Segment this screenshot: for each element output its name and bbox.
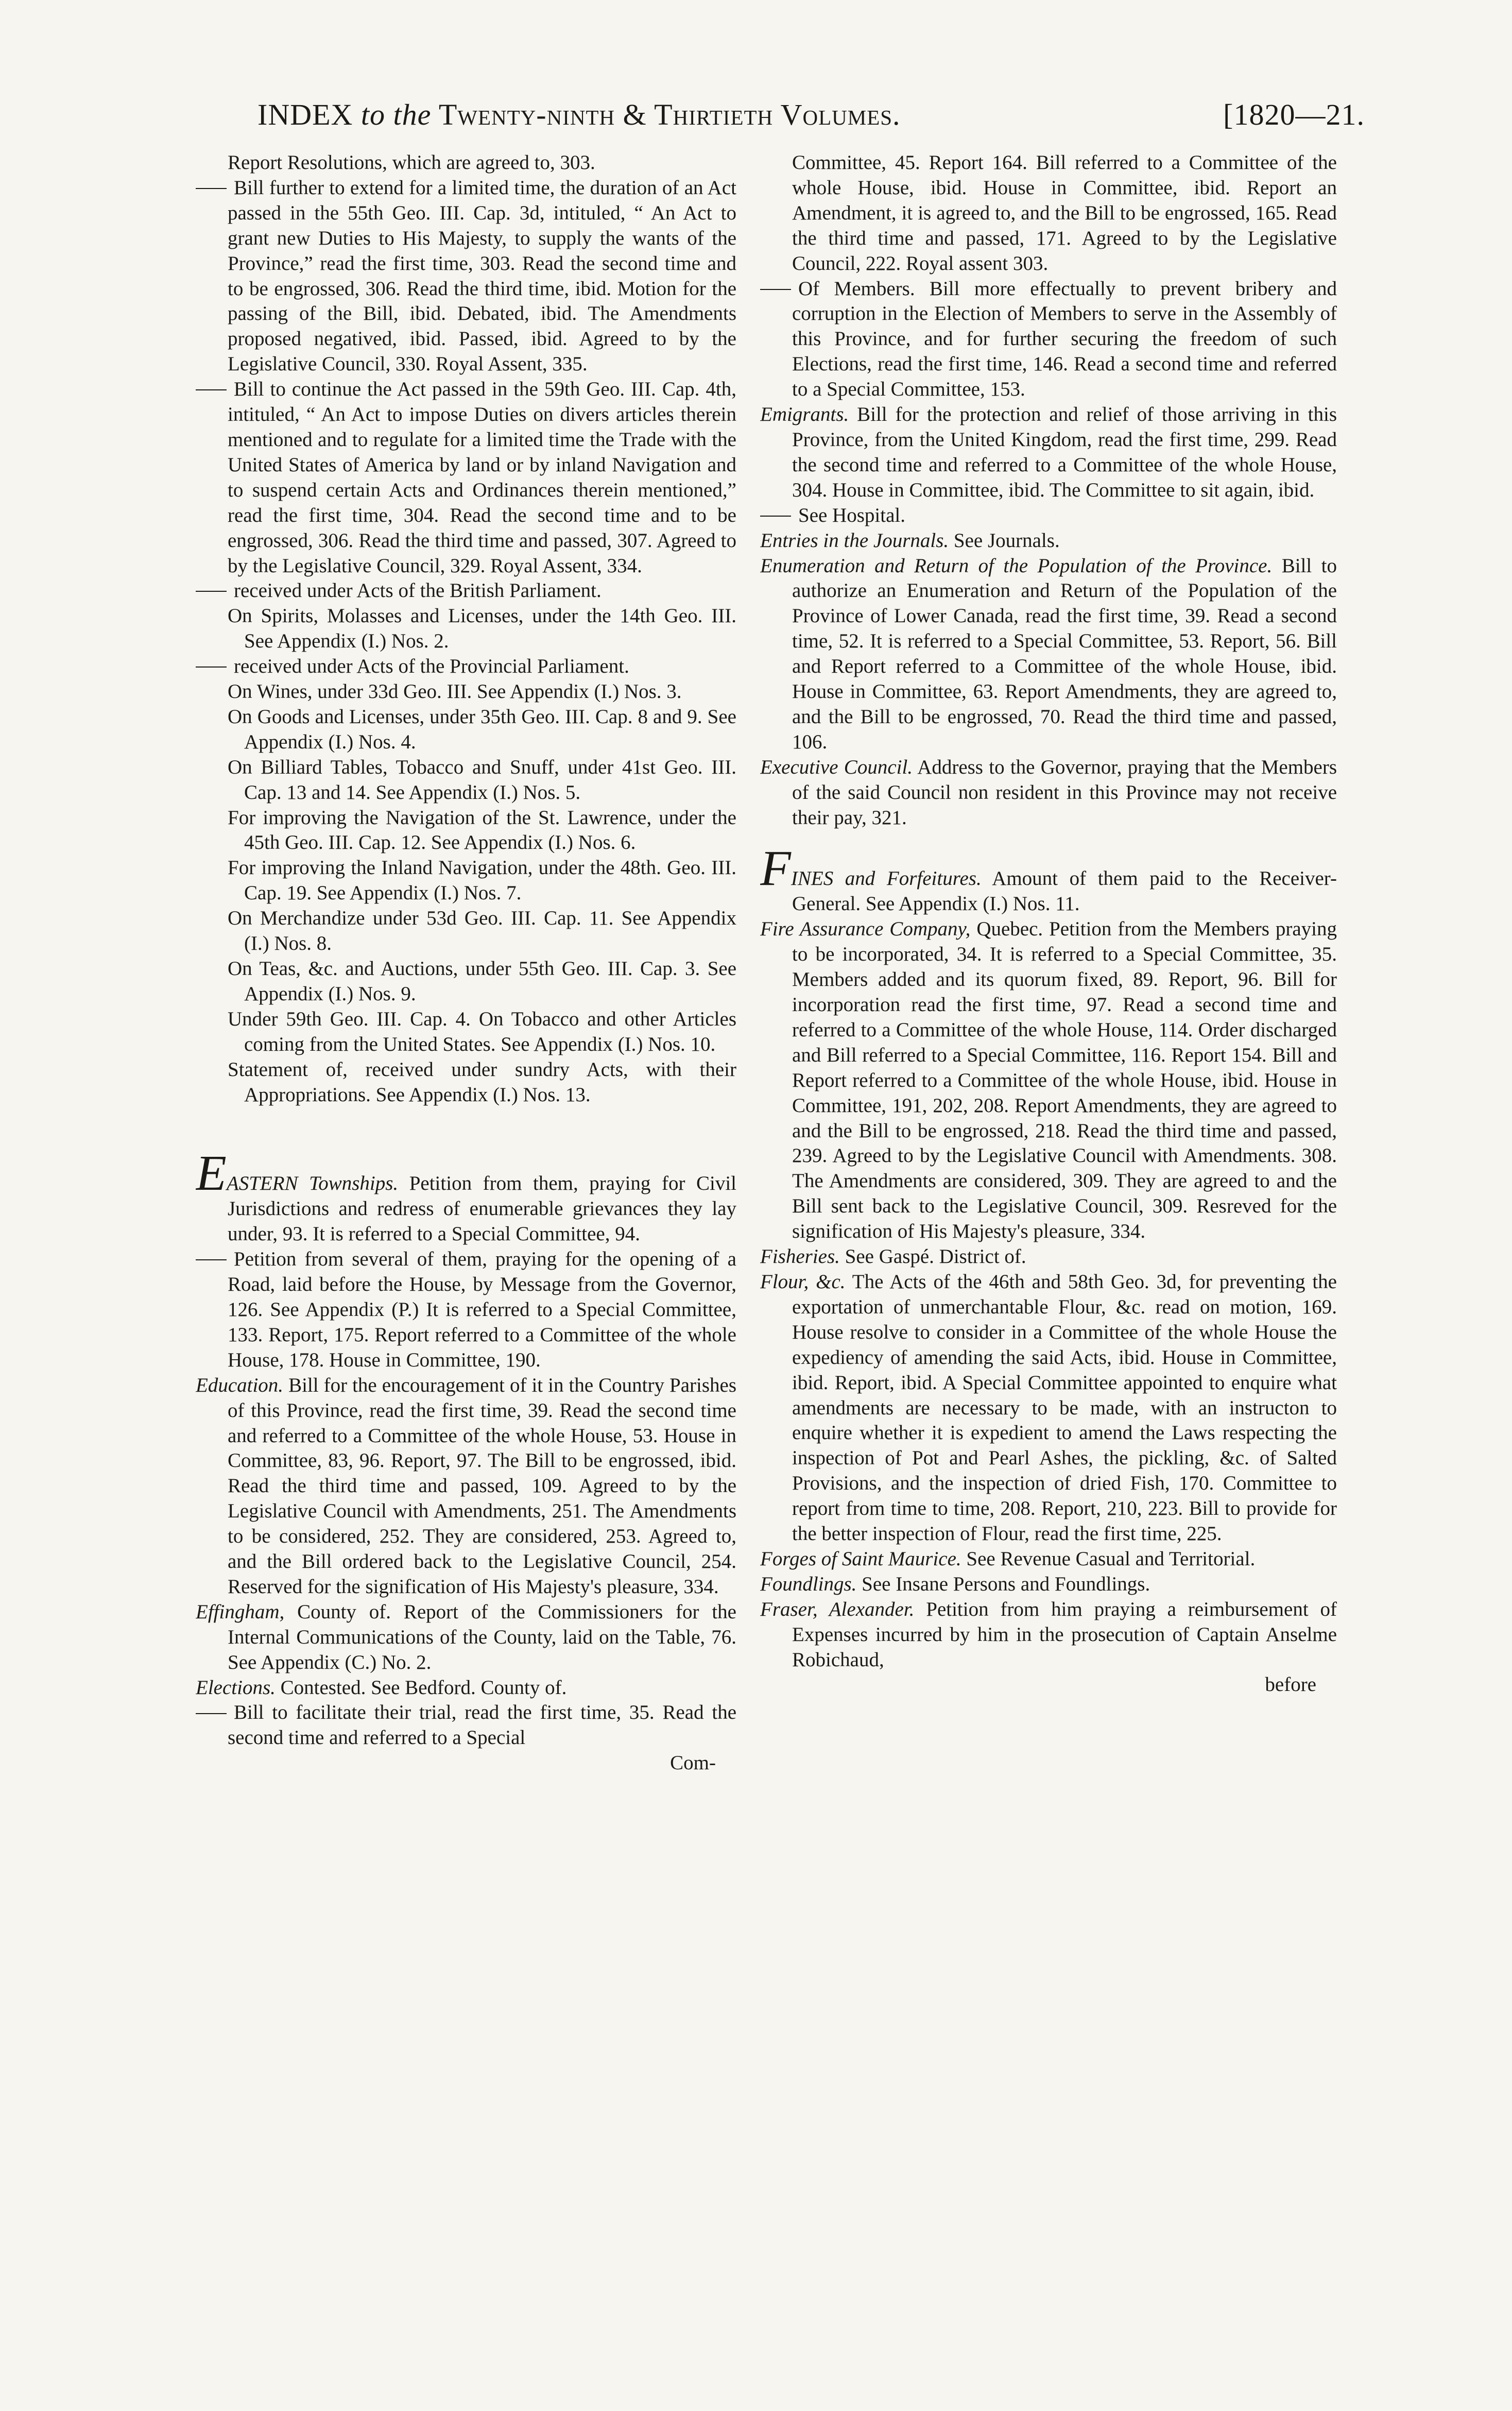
entry-text: Statement of, received under sundry Acts, with their Appropriations. See Appendix (I.) Nos. 13. — [228, 1058, 736, 1106]
entry-text: Bill for the protection and relief of those arriving in this Province, from the United Kingdom, read the first time, 299. Read the second time and referred to a Committee of the whole House, 304. House in Committee, ibid. The Committee to sit again, ibid. — [792, 403, 1337, 501]
index-entry — [196, 578, 736, 604]
entry-heading: Executive Council. — [760, 756, 913, 778]
index-entry — [760, 1270, 1337, 1547]
index-entry — [196, 906, 736, 956]
index-entry — [760, 917, 1337, 1244]
index-entry — [760, 841, 1337, 917]
entry-heading: Elections. — [196, 1676, 276, 1699]
index-entry — [760, 554, 1337, 755]
index-entry — [760, 1597, 1337, 1673]
entry-text: On Teas, &c. and Auctions, under 55th Geo. III. Cap. 3. See Appendix (I.) Nos. 9. — [228, 957, 736, 1005]
index-entry — [196, 705, 736, 755]
entry-heading: Fire Assurance Company, — [760, 918, 971, 941]
entry-text: The Acts of the 46th and 58th Geo. 3d, for preventing the exportation of unmerchantable Flour, &c. read on motion, 169. House resolve to consider in a Committee of the whole House the expediency of amending the said Acts, ibid. House in Committee, ibid. Report, ibid. A Special Committee appointed to enquire what amendments are necessary to be made, with an instructon to enquire whether it is expedient to amend the Laws respecting the inspection of Pot and Pearl Ashes, the pickling, &c. of Salted Provisions, and the inspection of dried Fish, 170. Committee to report from time to time, 208. Report, 210, 223. Bill to provide for the better inspection of Flour, read the first time, 225. — [792, 1270, 1337, 1545]
entry-text: Report Resolutions, which are agreed to, 303. — [228, 151, 595, 174]
index-entry — [760, 277, 1337, 403]
entry-text: Com- — [670, 1752, 716, 1774]
header-years: [1820—21. — [1223, 98, 1365, 131]
entry-heading: Entries in the Journals. — [760, 529, 949, 552]
index-entry — [760, 755, 1337, 831]
entry-text: Petition from several of them, praying for the opening of a Road, laid before the House, by Message from the Governor, 126. See Appendix (P.) It is referred to a Special Committee, 133. Report, 175. Report referred to a Committee of the whole House, 178. House in Committee, 190. — [228, 1248, 736, 1371]
index-entry — [196, 956, 736, 1007]
index-entry — [196, 755, 736, 806]
index-entry — [760, 503, 1337, 528]
section-gap — [196, 1107, 736, 1158]
header-title — [257, 92, 901, 138]
index-entry — [196, 1675, 736, 1701]
index-entry — [196, 806, 736, 856]
entry-text: Amount of them paid to the Receiver-General. See Appendix (I.) Nos. 11. — [792, 867, 1337, 915]
entry-text: Bill to authorize an Enumeration and Return of the Population of the Province of Lower Canada, read the first time, 39. Read a second time, 52. It is referred to a Special Committee, 53. Report, 56. Bill and Report referred to a Committee of the whole House, ibid. House in Committee, 63. Report Amendments, they are agreed to, and the Bill to be engrossed, 70. Read the third time and passed, 106. — [792, 554, 1337, 753]
index-entry — [760, 1244, 1337, 1270]
entry-text: Of Members. Bill more effectually to prevent bribery and corruption in the Election of Members to serve in the Assembly of this Province, and for further securing the freedom of such Elections, read the first time, 146. Read a second time and referred to a Special Committee, 153. — [792, 277, 1337, 401]
entry-heading: Enumeration and Return of the Population of the Province. — [760, 554, 1273, 577]
entry-text: See Revenue Casual and Territorial. — [961, 1547, 1256, 1570]
index-entry — [196, 1700, 736, 1751]
entry-heading: Fraser, Alexander. — [760, 1598, 915, 1620]
entry-heading: Fisheries. — [760, 1245, 840, 1268]
ditto-rule — [196, 666, 227, 668]
entry-heading: Foundlings. — [760, 1572, 857, 1595]
ditto-rule — [196, 1713, 227, 1714]
index-column-right — [760, 150, 1337, 2381]
initial-letter: E — [196, 1145, 227, 1202]
entry-text: On Spirits, Molasses and Licenses, under the 14th Geo. III. See Appendix (I.) Nos. 2. — [228, 605, 736, 653]
entry-heading: Effingham, — [196, 1600, 285, 1623]
entry-text: Bill to facilitate their trial, read the first time, 35. Read the second time and referred to a Special — [228, 1701, 736, 1749]
entry-text: received under Acts of the Provincial Parliament. — [234, 655, 629, 678]
entry-text: Bill to continue the Act passed in the 59th Geo. III. Cap. 4th, intituled, “ An Act to impose Duties on divers articles therein mentioned and to regulate for a limited time the Trade with the United States of America by land or by inland Navigation and to suspend certain Acts and Ordinances therein mentioned,” read the first time, 304. Read the second time and to be engrossed, 306. Read the third time and passed, 307. Agreed to by the Legislative Council, 329. Royal Assent, 334. — [228, 378, 736, 577]
section-gap — [760, 830, 1337, 853]
index-entry — [196, 1600, 736, 1675]
header-title-to-the: to the — [360, 98, 432, 131]
entry-text: On Goods and Licenses, under 35th Geo. III. Cap. 8 and 9. See Appendix (I.) Nos. 4. — [228, 705, 736, 753]
header-title-volumes: Twenty-ninth & Thirtieth Volumes. — [431, 98, 901, 131]
entry-text: On Wines, under 33d Geo. III. See Appendix (I.) Nos. 3. — [228, 680, 682, 703]
index-entry — [760, 1547, 1337, 1572]
index-entry — [760, 1572, 1337, 1597]
ditto-rule — [196, 591, 227, 592]
entry-text: Under 59th Geo. III. Cap. 4. On Tobacco and other Articles coming from the United States. See Appendix (I.) Nos. 10. — [228, 1007, 736, 1055]
ditto-rule — [196, 1259, 227, 1260]
entry-text: See Journals. — [949, 529, 1060, 552]
entry-text: Petition from him praying a reimbursement of Expenses incurred by him in the prosecution of Captain Anselme Robichaud, — [792, 1598, 1337, 1671]
entry-text: Bill for the encouragement of it in the Country Parishes of this Province, read the first time, 39. Read the second time and referred to a Committee of the whole House, 53. House in Committee, 83, 96. Report, 97. The Bill to be engrossed, ibid. Read the third time and passed, 109. Agreed to by the Legislative Council with Amendments, 251. The Amendments to be considered, 252. They are considered, 253. Agreed to, and the Bill ordered back to the Legislative Council, 254. Reserved for the signification of His Majesty's pleasure, 334. — [228, 1374, 736, 1598]
entry-heading: Emigrants. — [760, 403, 849, 426]
entry-text: Committee, 45. Report 164. Bill referred to a Committee of the whole House, ibid. House in Committee, ibid. Report an Amendment, it is agreed to, and the Bill to be engrossed, 165. Read the third time and passed, 171. Agreed to by the Legislative Council, 222. Royal assent 303. — [792, 151, 1337, 275]
entry-text: On Billiard Tables, Tobacco and Snuff, under 41st Geo. III. Cap. 13 and 14. See Appendix (I.) Nos. 5. — [228, 756, 736, 803]
initial-letter: F — [760, 841, 791, 897]
entry-text: Petition from them, praying for Civil Jurisdictions and redress of enumerable grievances they lay under, 93. It is referred to a Special Committee, 94. — [228, 1172, 736, 1245]
index-entry — [196, 1247, 736, 1373]
index-entry — [196, 176, 736, 377]
ditto-rule — [760, 516, 791, 517]
entry-heading: Forges of Saint Maurice. — [760, 1547, 961, 1570]
index-entry — [196, 377, 736, 578]
running-header — [257, 92, 1365, 138]
entry-text: See Gaspé. District of. — [839, 1245, 1026, 1268]
index-entry — [760, 402, 1337, 503]
index-column-left — [196, 150, 736, 2381]
entry-heading: Education. — [196, 1374, 284, 1396]
entry-text: On Merchandize under 53d Geo. III. Cap. 11. See Appendix (I.) Nos. 8. — [228, 907, 736, 955]
catchword — [760, 1672, 1337, 1698]
entry-heading: ASTERN Townships. — [226, 1172, 399, 1195]
index-entry — [196, 1373, 736, 1600]
index-entry — [196, 1007, 736, 1057]
ditto-rule — [760, 289, 791, 290]
entry-text: County of. Report of the Commissioners for the Internal Communications of the County, laid on the Table, 76. See Appendix (C.) No. 2. — [228, 1600, 736, 1673]
entry-text: Contested. See Bedford. County of. — [275, 1676, 567, 1699]
entry-text: For improving the Navigation of the St. Lawrence, under the 45th Geo. III. Cap. 12. See Appendix (I.) Nos. 6. — [228, 806, 736, 854]
entry-text: before — [1265, 1673, 1316, 1696]
entry-text: received under Acts of the British Parliament. — [234, 579, 602, 602]
entry-heading: Flour, &c. — [760, 1270, 846, 1293]
catchword — [196, 1751, 736, 1776]
index-entry — [196, 604, 736, 654]
index-entry — [196, 856, 736, 906]
entry-text: Bill further to extend for a limited time, the duration of an Act passed in the 55th Geo. III. Cap. 3d, intituled, “ An Act to grant new Duties to His Majesty, to supply the wants of the Province,” read the first time, 303. Read the second time and to be engrossed, 306. Read the third time, ibid. Motion for the passing of the Bill, ibid. Debated, ibid. The Amendments proposed negatived, ibid. Passed, ibid. Agreed to by the Legislative Council, 330. Royal Assent, 335. — [228, 176, 736, 375]
index-entry — [196, 679, 736, 705]
entry-text: Address to the Governor, praying that the Members of the said Council non resident in this Province may not receive their pay, 321. — [792, 756, 1337, 829]
header-title-index: INDEX — [257, 98, 361, 131]
entry-text: See Insane Persons and Foundlings. — [856, 1572, 1150, 1595]
ditto-rule — [196, 188, 227, 189]
entry-text: Quebec. Petition from the Members praying to be incorporated, 34. It is referred to a Special Committee, 35. Members added and its quorum fixed, 89. Report, 96. Bill for incorporation read the first time, 97. Read a second time and referred to a Committee of the whole House, 114. Order discharged and Bill referred to a Special Committee, 116. Report 154. Bill and Report referred to a Committee of the whole House, ibid. House in Committee, 191, 202, 208. Report Amendments, they are agreed to and the Bill to be engrossed, 218. Read the third time and passed, 239. Agreed to by the Legislative Council with Amendments. 308. The Amendments are considered, 309. They are agreed to and the Bill sent back to the Legislative Council, 309. Resreved for the signification of His Majesty's pleasure, 334. — [792, 918, 1337, 1243]
index-entry — [196, 150, 736, 176]
entry-heading: INES and Forfeitures. — [791, 867, 982, 890]
index-entry — [196, 1145, 736, 1247]
entry-text: For improving the Inland Navigation, under the 48th. Geo. III. Cap. 19. See Appendix (I.) Nos. 7. — [228, 857, 736, 904]
ditto-rule — [196, 389, 227, 390]
entry-text: See Hospital. — [798, 504, 905, 526]
index-entry — [760, 150, 1337, 277]
index-entry — [196, 654, 736, 679]
index-entry — [760, 528, 1337, 554]
index-entry — [196, 1057, 736, 1108]
